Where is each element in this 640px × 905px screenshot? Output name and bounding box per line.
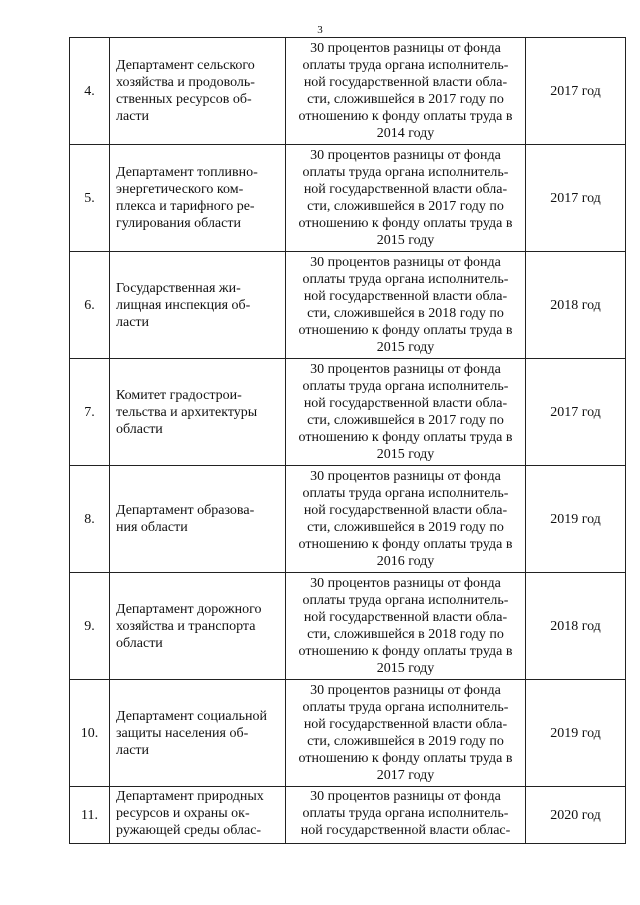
row-number: 6. [70,252,110,359]
department-name [110,680,286,787]
department-name [110,38,286,145]
department-name-line: Департамент социальной [116,708,268,724]
department-name-line: Департамент сельского [116,58,255,73]
row-number: 10. [70,680,110,787]
allocation-norm: 30 процентов разницы от фонда оплаты труда органа исполнитель- ной государственной власти обла- сти, сложившейся в 2017 году по отношению к фонду оплаты труда в 2015 году [286,359,526,466]
department-name-line: Департамент образова- [116,503,255,518]
table-row [70,38,626,145]
table-row [70,252,626,359]
department-name-line: хозяйства и транспорта [116,618,256,634]
row-number: 4. [70,38,110,145]
department-name-line: Департамент топливно- [116,165,258,180]
department-name [110,359,286,466]
year: 2019 год [526,466,626,573]
page-number: 3 [317,24,323,36]
department-name-line: лищная инспекция об- [116,297,251,313]
row-number: 5. [70,145,110,252]
year: 2020 год [526,787,626,844]
table-row [70,680,626,787]
row-number: 8. [70,466,110,573]
row-number: 7. [70,359,110,466]
allocation-norm: 30 процентов разницы от фонда оплаты труда органа исполнитель- ной государственной власти обла- сти, сложившейся в 2019 году по отношению к фонду оплаты труда в 2016 году [286,466,526,573]
allocation-norm: 30 процентов разницы от фонда оплаты труда органа исполнитель- ной государственной власти обла- сти, сложившейся в 2017 году по отношению к фонду оплаты труда в 2015 году [286,145,526,252]
department-name-line: ственных ресурсов об- [116,92,252,107]
department-name [110,573,286,680]
table-row [70,145,626,252]
table-row [70,787,626,844]
department-name-line: защиты населения об- [116,725,249,741]
table-row [70,359,626,466]
table-row [70,466,626,573]
allocation-norm: 30 процентов разницы от фонда оплаты труда органа исполнитель- ной государственной власти обла- сти, сложившейся в 2018 году по отношению к фонду оплаты труда в 2015 году [286,252,526,359]
department-name-line: ласти [116,742,150,758]
allocation-table [69,37,626,844]
year: 2019 год [526,680,626,787]
year: 2018 год [526,573,626,680]
department-name-line: Комитет градострои- [116,387,242,403]
year: 2017 год [526,359,626,466]
department-name-line: области [116,635,163,651]
table-row [70,573,626,680]
department-name-line: энергетического ком- [116,182,244,197]
allocation-norm: 30 процентов разницы от фонда оплаты труда органа исполнитель- ной государственной власти облас- [286,787,526,844]
year: 2017 год [526,145,626,252]
row-number: 9. [70,573,110,680]
department-name-line: гулирования области [116,216,241,231]
row-number: 11. [70,787,110,844]
allocation-norm: 30 процентов разницы от фонда оплаты труда органа исполнитель- ной государственной власти обла- сти, сложившейся в 2019 году по отношению к фонду оплаты труда в 2017 году [286,680,526,787]
department-name-line: ния области [116,520,188,535]
department-name [110,466,286,573]
department-name [110,252,286,359]
department-name-line: тельства и архитектуры [116,404,258,420]
department-name [110,145,286,252]
department-name-line: области [116,421,163,437]
department-name-line: плекса и тарифного ре- [116,199,255,214]
allocation-norm: 30 процентов разницы от фонда оплаты труда органа исполнитель- ной государственной власти обла- сти, сложившейся в 2017 году по отношению к фонду оплаты труда в 2014 году [286,38,526,145]
department-name-line: ружающей среды облас- [116,823,262,838]
department-name-line: ресурсов и охраны ок- [116,806,250,821]
department-name-line: Государственная жи- [116,280,241,296]
year: 2017 год [526,38,626,145]
department-name [110,787,286,844]
department-name-line: Департамент природных [116,789,264,804]
department-name-line: ласти [116,109,150,124]
allocation-norm: 30 процентов разницы от фонда оплаты труда органа исполнитель- ной государственной власти обла- сти, сложившейся в 2018 году по отношению к фонду оплаты труда в 2015 году [286,573,526,680]
year: 2018 год [526,252,626,359]
department-name-line: Департамент дорожного [116,601,262,617]
department-name-line: хозяйства и продоволь- [116,75,255,90]
department-name-line: ласти [116,314,150,330]
